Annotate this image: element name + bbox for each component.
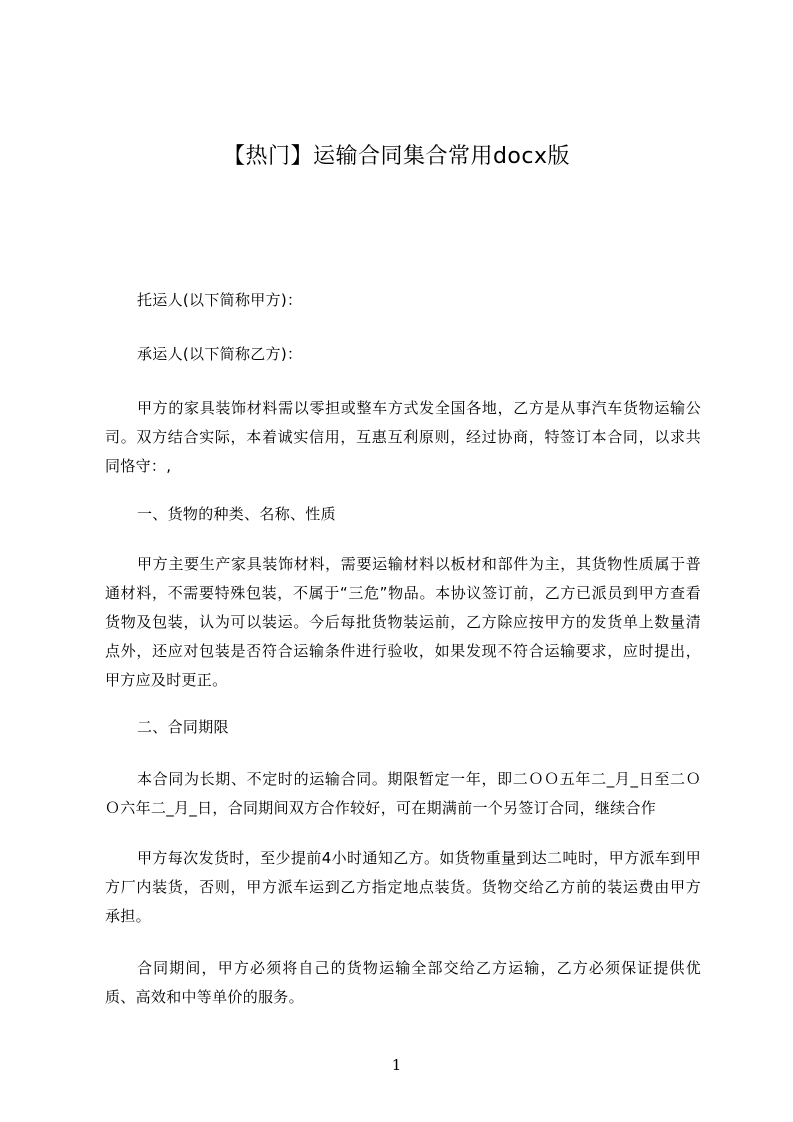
shipping-notice-paragraph: 甲方每次发货时，至少提前4小时通知乙方。如货物重量到达二吨时，甲方派车到甲方厂内装货，否则，甲方派车运到乙方指定地点装货。货物交给乙方前的装运费由甲方承担。 xyxy=(105,849,701,925)
section-heading-goods: 一、货物的种类、名称、性质 xyxy=(137,505,336,523)
section-heading-term: 二、合同期限 xyxy=(137,718,229,736)
page-number: 1 xyxy=(391,1056,402,1074)
goods-paragraph: 甲方主要生产家具装饰材料，需要运输材料以板材和部件为主，其货物性质属于普通材料，不需要特殊包装，不属于“三危”物品。本协议签订前，乙方已派员到甲方查看货物及包装，认为可以装运。今后每批货物装运前，乙方除应按甲方的发货单上数量清点外，还应对包装是否符合运输条件进行验收，如果发现不符合运输要求，应时提出，甲方应及时更正。 xyxy=(105,555,701,689)
shipper-line: 托运人(以下简称甲方)： xyxy=(137,291,303,309)
exclusive-service-paragraph: 合同期间，甲方必须将自己的货物运输全部交给乙方运输，乙方必须保证提供优质、高效和中等单价的服务。 xyxy=(105,959,701,1006)
term-paragraph: 本合同为长期、不定时的运输合同。期限暂定一年，即二ＯＯ五年二_月_日至二ＯＯ六年二_月_日，合同期间双方合作较好，可在期满前一个另签订合同，继续合作 xyxy=(105,770,701,817)
document-title: 【热门】运输合同集合常用docx版 xyxy=(222,144,571,169)
intro-paragraph: 甲方的家具装饰材料需以零担或整车方式发全国各地，乙方是从事汽车货物运输公司。双方结合实际，本着诚实信用，互惠互利原则，经过协商，特签订本合同，以求共同恪守：, xyxy=(105,399,701,475)
carrier-line: 承运人(以下简称乙方)： xyxy=(137,345,303,363)
